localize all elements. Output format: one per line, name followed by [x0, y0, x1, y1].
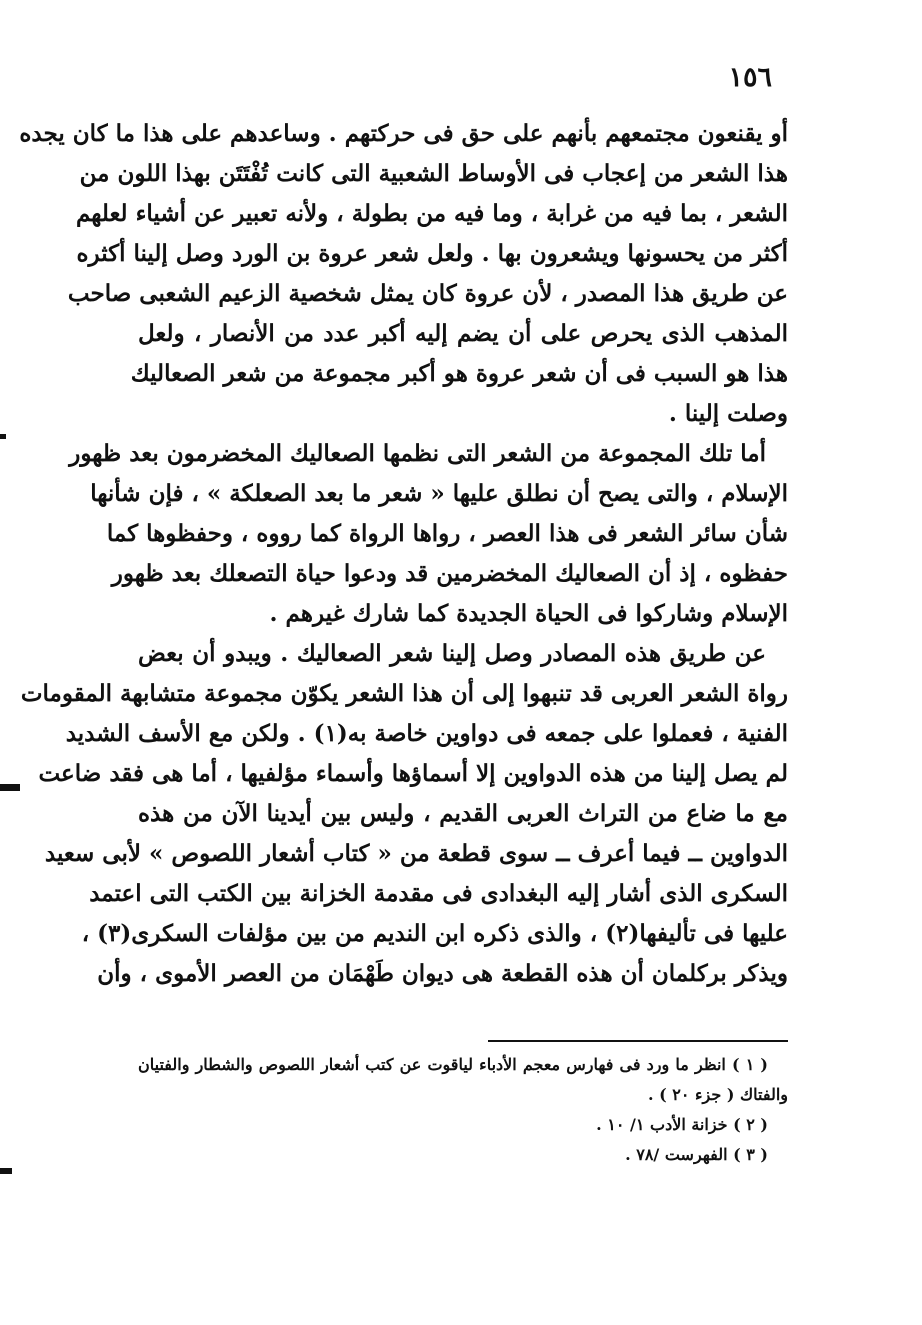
body-text — [19, 114, 788, 994]
footnote-line: ( ١ ) انظر ما ورد فى فهارس معجم الأدباء لياقوت عن كتب أشعار اللصوص والشطار والفتيان — [138, 1055, 768, 1074]
text-line: أما تلك المجموعة من الشعر التى نظمها الصعاليك المخضرمون بعد ظهور — [69, 440, 766, 467]
paragraph-2 — [69, 434, 788, 634]
footnote-line: والفتاك ( جزء ٢٠ ) . — [647, 1085, 788, 1104]
text-line: السكرى الذى أشار إليه البغدادى فى مقدمة الخزانة بين الكتب التى اعتمد — [89, 880, 788, 907]
text-line: عن طريق هذا المصدر ، لأن عروة كان يمثل شخصية الزعيم الشعبى صاحب — [67, 280, 788, 307]
scan-margin-mark — [0, 1168, 12, 1174]
text-line: وصلت إلينا . — [668, 400, 788, 427]
footnote-line: ( ٢ ) خزانة الأدب ١/ ١٠ . — [596, 1115, 768, 1134]
text-line: مع ما ضاع من التراث العربى القديم ، وليس بين أيدينا الآن من هذه — [138, 800, 788, 827]
footnote-3 — [138, 1140, 788, 1170]
text-line: ويذكر بركلمان أن هذه القطعة هى ديوان طَهْمَان من العصر الأموى ، وأن — [97, 960, 788, 987]
text-line: الإسلام ، والتى يصح أن نطلق عليها « شعر ما بعد الصعلكة » ، فإن شأنها — [90, 480, 788, 507]
text-line: هذا الشعر من إعجاب فى الأوساط الشعبية التى كانت تُفْتَتَن بهذا اللون من — [79, 160, 788, 187]
text-line: عليها فى تأليفها(٢) ، والذى ذكره ابن النديم من بين مؤلفات السكرى(٣) ، — [81, 920, 788, 947]
footnote-line: ( ٣ ) الفهرست /٧٨ . — [625, 1145, 768, 1164]
footnote-2 — [138, 1110, 788, 1140]
scan-margin-mark — [0, 784, 20, 791]
scan-margin-mark — [0, 434, 6, 439]
text-line: الإسلام وشاركوا فى الحياة الجديدة كما شارك غيرهم . — [269, 600, 788, 627]
text-line: المذهب الذى يحرص على أن يضم إليه أكبر عدد من الأنصار ، ولعل — [138, 320, 788, 347]
text-line: الدواوين ــ فيما أعرف ــ سوى قطعة من « كتاب أشعار اللصوص » لأبى سعيد — [44, 840, 788, 867]
page-number: ١٥٦ — [728, 62, 772, 93]
paragraph-1 — [19, 114, 788, 434]
text-line: أو يقنعون مجتمعهم بأنهم على حق فى حركتهم . وساعدهم على هذا ما كان يجده — [19, 120, 788, 147]
text-line: الشعر ، بما فيه من غرابة ، وما فيه من بطولة ، ولأنه تعبير عن أشياء لعلهم — [75, 200, 788, 227]
text-line: هذا هو السبب فى أن شعر عروة هو أكبر مجموعة من شعر الصعاليك — [130, 360, 788, 387]
paragraph-3 — [20, 634, 788, 994]
footnote-1 — [138, 1050, 788, 1110]
text-line: شأن سائر الشعر فى هذا العصر ، رواها الرواة كما رووه ، وحفظوها كما — [106, 520, 788, 547]
text-line: لم يصل إلينا من هذه الدواوين إلا أسماؤها وأسماء مؤلفيها ، أما هى فقد ضاعت — [38, 760, 788, 787]
text-line: رواة الشعر العربى قد تنبهوا إلى أن هذا الشعر يكوّن مجموعة متشابهة المقومات — [20, 680, 788, 707]
text-line: حفظوه ، إذ أن الصعاليك المخضرمين قد ودعوا حياة التصعلك بعد ظهور — [111, 560, 788, 587]
footnotes — [138, 1050, 788, 1170]
footnote-divider — [488, 1040, 788, 1042]
text-line: الفنية ، فعملوا على جمعه فى دواوين خاصة به(١) . ولكن مع الأسف الشديد — [65, 720, 788, 747]
text-line: أكثر من يحسونها ويشعرون بها . ولعل شعر عروة بن الورد وصل إلينا أكثره — [76, 240, 788, 267]
text-line: عن طريق هذه المصادر وصل إلينا شعر الصعاليك . ويبدو أن بعض — [138, 640, 766, 667]
